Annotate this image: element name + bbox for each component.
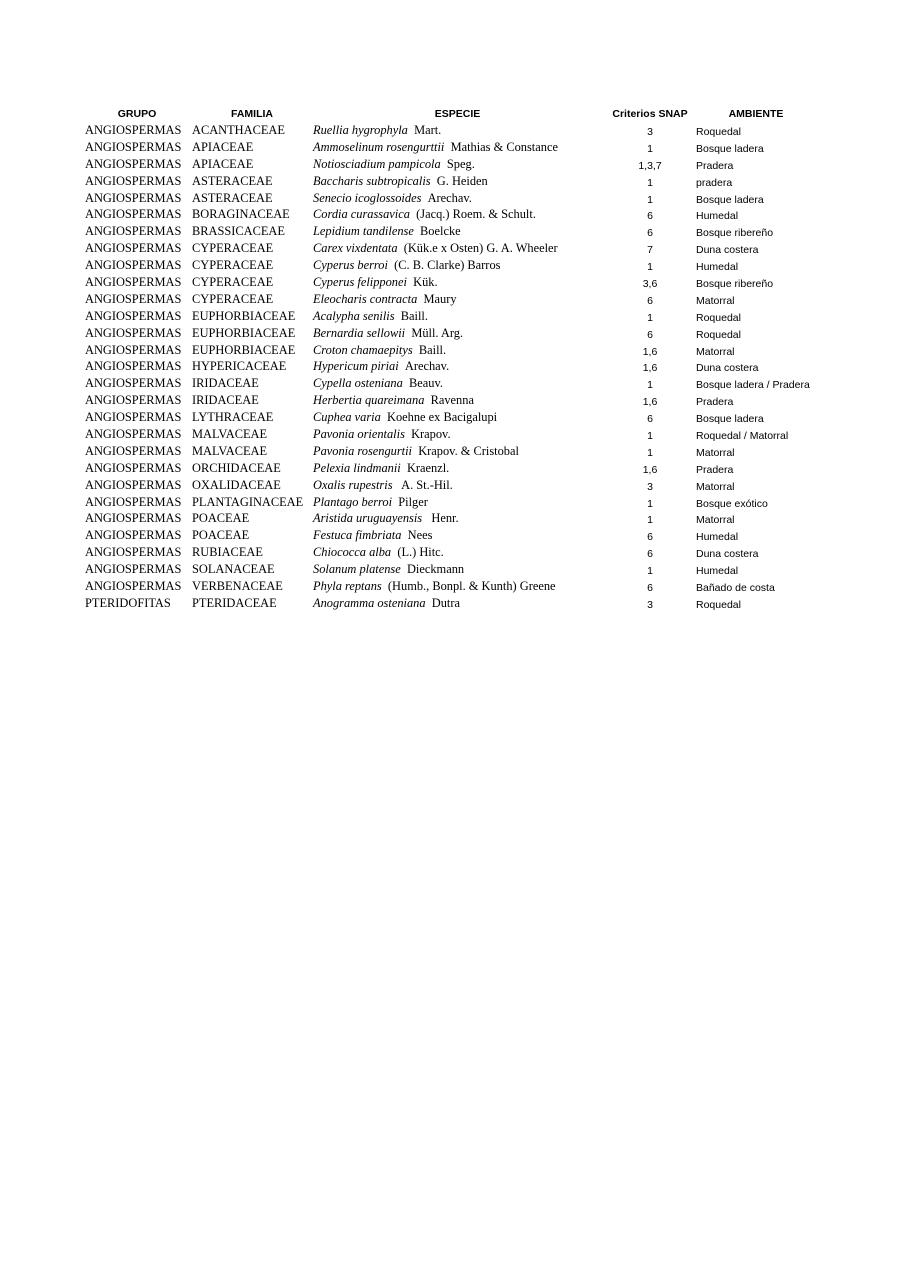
cell-criterios-snap: 3 <box>647 126 653 138</box>
species-author: A. St.-Hil. <box>398 477 453 492</box>
table-row <box>0 358 905 375</box>
species-author: Beauv. <box>409 376 443 391</box>
cell-especie <box>313 375 443 391</box>
cell-ambiente: Humedal <box>696 531 739 544</box>
species-name: Cypella osteniana <box>313 376 403 391</box>
species-author: Mart. <box>414 123 442 137</box>
cell-ambiente: Bosque ladera <box>696 142 764 155</box>
cell-ambiente: Humedal <box>696 565 739 578</box>
cell-especie <box>313 477 453 493</box>
species-name: Pavonia orientalis <box>313 427 405 442</box>
cell-criterios-snap: 1 <box>647 379 653 392</box>
cell-familia: ACANTHACEAE <box>192 123 285 137</box>
cell-familia: LYTHRACEAE <box>192 410 274 425</box>
cell-especie <box>313 527 432 543</box>
cell-familia: BRASSICACEAE <box>192 224 285 239</box>
column-header-grupo: GRUPO <box>117 108 157 120</box>
cell-ambiente: Matorral <box>696 294 735 307</box>
table-row <box>0 578 905 595</box>
cell-grupo: ANGIOSPERMAS <box>85 410 182 425</box>
table-row <box>0 139 905 156</box>
cell-grupo: ANGIOSPERMAS <box>85 511 182 526</box>
cell-criterios-snap: 1,6 <box>642 345 658 358</box>
species-name: Senecio icoglossoides <box>313 190 422 205</box>
cell-ambiente: Bosque ribereño <box>696 278 774 291</box>
species-name: Baccharis subtropicalis <box>313 173 431 188</box>
cell-ambiente: Bosque ladera / Pradera <box>696 379 810 392</box>
cell-especie <box>313 578 556 594</box>
cell-familia: MALVACEAE <box>192 427 268 442</box>
cell-especie <box>313 544 444 560</box>
cell-criterios-snap: 1 <box>647 446 653 459</box>
table-row <box>0 595 905 612</box>
table-row <box>0 240 905 257</box>
species-name: Herbertia quareimana <box>313 393 425 408</box>
cell-ambiente: Matorral <box>696 480 735 493</box>
cell-grupo: ANGIOSPERMAS <box>85 291 182 306</box>
cell-especie <box>313 426 451 442</box>
cell-criterios-snap: 1,6 <box>642 463 658 476</box>
cell-criterios-snap: 6 <box>647 413 653 426</box>
cell-ambiente: Matorral <box>696 446 735 459</box>
species-author: Ravenna <box>430 393 474 408</box>
species-author: Kük. <box>413 275 438 290</box>
cell-familia: CYPERACEAE <box>192 291 274 306</box>
species-name: Bernardia sellowii <box>313 325 406 340</box>
table-row <box>0 477 905 494</box>
species-author: Speg. <box>446 156 475 171</box>
cell-criterios-snap: 6 <box>647 548 653 561</box>
table-row <box>0 206 905 223</box>
species-author: Müll. Arg. <box>411 325 464 340</box>
species-author: (Kük.e x Osten) G. A. Wheeler <box>403 241 558 256</box>
table-row <box>0 443 905 460</box>
species-name: Carex vixdentata <box>313 241 398 256</box>
table-row <box>0 460 905 477</box>
species-name: Anogramma osteniana <box>313 595 426 610</box>
table-row <box>0 122 905 139</box>
species-table-body <box>0 122 905 612</box>
cell-grupo: ANGIOSPERMAS <box>85 308 182 323</box>
cell-familia: VERBENACEAE <box>192 579 283 594</box>
cell-familia: MALVACEAE <box>192 443 268 458</box>
cell-especie <box>313 257 500 273</box>
cell-criterios-snap: 3,6 <box>642 278 658 291</box>
cell-especie <box>313 510 459 526</box>
cell-criterios-snap: 1 <box>647 497 653 510</box>
cell-familia: PTERIDACEAE <box>192 595 277 610</box>
cell-ambiente: pradera <box>696 176 733 189</box>
cell-grupo: ANGIOSPERMAS <box>85 477 182 492</box>
cell-grupo: ANGIOSPERMAS <box>85 156 182 171</box>
cell-familia: APIACEAE <box>192 139 254 154</box>
cell-familia: ASTERACEAE <box>192 173 273 188</box>
column-header-familia: FAMILIA <box>231 108 273 120</box>
cell-grupo: ANGIOSPERMAS <box>85 190 182 205</box>
species-author: G. Heiden <box>436 173 488 188</box>
cell-especie <box>313 156 475 172</box>
cell-criterios-snap: 1 <box>647 142 653 155</box>
cell-grupo: ANGIOSPERMAS <box>85 224 182 239</box>
cell-familia: POACEAE <box>192 528 250 543</box>
species-name: Pavonia rosengurtii <box>313 443 413 458</box>
table-row <box>0 561 905 578</box>
species-author: Baill. <box>418 342 447 357</box>
cell-especie <box>313 139 558 155</box>
cell-especie <box>313 274 438 290</box>
cell-ambiente: Pradera <box>696 463 734 476</box>
species-author: Krapov. <box>411 427 451 442</box>
cell-especie <box>313 595 460 611</box>
cell-familia: CYPERACEAE <box>192 258 274 273</box>
species-name: Cyperus felipponei <box>313 275 407 290</box>
species-author: Baill. <box>400 308 428 323</box>
species-name: Aristida uruguayensis <box>313 511 423 526</box>
species-name: Ruellia hygrophyla <box>313 123 408 137</box>
species-name: Notiosciadium pampicola <box>313 156 441 171</box>
cell-grupo: ANGIOSPERMAS <box>85 241 182 256</box>
cell-grupo: ANGIOSPERMAS <box>85 207 182 222</box>
table-row <box>0 257 905 274</box>
cell-criterios-snap: 7 <box>647 244 653 257</box>
species-name: Lepidium tandilense <box>313 224 414 239</box>
cell-grupo: ANGIOSPERMAS <box>85 494 182 509</box>
species-author: Kraenzl. <box>406 460 450 475</box>
cell-criterios-snap: 1 <box>647 565 653 578</box>
cell-familia: APIACEAE <box>192 156 254 171</box>
species-author: (L.) Hitc. <box>397 545 444 560</box>
cell-especie <box>313 223 461 239</box>
cell-familia: RUBIACEAE <box>192 545 263 560</box>
cell-familia: EUPHORBIACEAE <box>192 325 296 340</box>
cell-especie <box>313 240 558 256</box>
species-name: Solanum platense <box>313 562 401 577</box>
table-row <box>0 173 905 190</box>
cell-criterios-snap: 3 <box>647 480 653 493</box>
species-name: Acalypha senilis <box>313 308 395 323</box>
cell-familia: IRIDACEAE <box>192 393 259 408</box>
cell-especie <box>313 206 536 222</box>
cell-ambiente: Matorral <box>696 514 735 527</box>
cell-grupo: ANGIOSPERMAS <box>85 123 182 137</box>
cell-grupo: ANGIOSPERMAS <box>85 427 182 442</box>
cell-familia: IRIDACEAE <box>192 376 259 391</box>
cell-criterios-snap: 1 <box>647 514 653 527</box>
cell-grupo: ANGIOSPERMAS <box>85 579 182 594</box>
species-author: Arechav. <box>404 359 450 374</box>
cell-ambiente: Humedal <box>696 261 739 274</box>
cell-ambiente: Humedal <box>696 210 739 223</box>
species-author: (Jacq.) Roem. & Schult. <box>416 207 536 222</box>
cell-criterios-snap: 1,6 <box>642 396 658 409</box>
cell-ambiente: Pradera <box>696 396 734 409</box>
species-name: Cordia curassavica <box>313 207 410 222</box>
cell-ambiente: Bosque ribereño <box>696 227 774 240</box>
species-name: Hypericum piriai <box>313 359 399 374</box>
column-header-ambiente: AMBIENTE <box>728 108 784 120</box>
cell-ambiente: Roquedal <box>696 328 741 341</box>
cell-ambiente: Bosque exótico <box>696 497 768 510</box>
species-author: Koehne ex Bacigalupi <box>387 410 498 425</box>
cell-grupo: ANGIOSPERMAS <box>85 359 182 374</box>
table-row <box>0 494 905 511</box>
species-author: Krapov. & Cristobal <box>418 443 519 458</box>
cell-grupo: ANGIOSPERMAS <box>85 139 182 154</box>
table-row <box>0 342 905 359</box>
species-name: Cuphea varia <box>313 410 381 425</box>
cell-especie <box>313 325 463 341</box>
species-name: Pelexia lindmanii <box>313 460 401 475</box>
cell-especie <box>313 291 457 307</box>
table-row <box>0 409 905 426</box>
cell-ambiente: Duna costera <box>696 244 759 257</box>
cell-grupo: ANGIOSPERMAS <box>85 376 182 391</box>
cell-criterios-snap: 1 <box>647 261 653 274</box>
species-name: Festuca fimbriata <box>313 528 402 543</box>
table-row <box>0 190 905 207</box>
species-author: Arechav. <box>427 190 472 205</box>
cell-criterios-snap: 6 <box>647 582 653 595</box>
species-author: Mathias & Constance <box>450 139 558 154</box>
cell-grupo: ANGIOSPERMAS <box>85 325 182 340</box>
cell-criterios-snap: 1 <box>647 311 653 324</box>
table-row <box>0 392 905 409</box>
species-name: Oxalis rupestris <box>313 477 393 492</box>
cell-especie <box>313 561 464 577</box>
species-author: (C. B. Clarke) Barros <box>394 258 501 273</box>
cell-especie <box>313 460 449 476</box>
species-author: Boelcke <box>420 224 461 239</box>
cell-familia: EUPHORBIACEAE <box>192 308 296 323</box>
cell-ambiente: Roquedal / Matorral <box>696 430 789 443</box>
species-name: Eleocharis contracta <box>313 291 418 306</box>
species-name: Chiococca alba <box>313 545 392 560</box>
cell-especie <box>313 358 449 374</box>
species-author: Dieckmann <box>406 562 465 577</box>
species-author: Pilger <box>398 494 428 509</box>
table-row <box>0 308 905 325</box>
cell-familia: SOLANACEAE <box>192 562 275 577</box>
species-name: Ammoselinum rosengurttii <box>313 139 445 154</box>
table-row <box>0 223 905 240</box>
cell-grupo: PTERIDOFITAS <box>85 595 171 610</box>
column-header-criterios-snap: Criterios SNAP <box>612 108 688 120</box>
cell-familia: ASTERACEAE <box>192 190 273 205</box>
species-name: Plantago berroi <box>313 494 393 509</box>
species-name: Croton chamaepitys <box>313 342 413 357</box>
cell-ambiente: Duna costera <box>696 362 759 375</box>
cell-criterios-snap: 3 <box>647 598 653 611</box>
cell-criterios-snap: 1 <box>647 193 653 206</box>
table-row <box>0 375 905 392</box>
species-author: Dutra <box>431 595 460 610</box>
column-header-especie: ESPECIE <box>434 108 481 120</box>
cell-grupo: ANGIOSPERMAS <box>85 258 182 273</box>
cell-especie <box>313 173 488 189</box>
species-author: (Humb., Bonpl. & Kunth) Greene <box>387 579 556 594</box>
cell-familia: ORCHIDACEAE <box>192 460 281 475</box>
cell-criterios-snap: 1 <box>647 430 653 443</box>
cell-especie <box>313 308 428 324</box>
table-row <box>0 510 905 527</box>
species-name: Phyla reptans <box>313 579 382 594</box>
cell-ambiente: Matorral <box>696 345 735 358</box>
cell-ambiente: Bañado de costa <box>696 582 775 595</box>
cell-criterios-snap: 1,3,7 <box>638 159 662 172</box>
cell-familia: OXALIDACEAE <box>192 477 281 492</box>
cell-familia: POACEAE <box>192 511 250 526</box>
table-row <box>0 544 905 561</box>
cell-criterios-snap: 6 <box>647 294 653 307</box>
cell-grupo: ANGIOSPERMAS <box>85 173 182 188</box>
cell-criterios-snap: 6 <box>647 328 653 341</box>
species-author: Nees <box>407 528 433 543</box>
cell-grupo: ANGIOSPERMAS <box>85 562 182 577</box>
table-row <box>0 291 905 308</box>
cell-criterios-snap: 1 <box>647 176 653 189</box>
table-row <box>0 274 905 291</box>
cell-criterios-snap: 1,6 <box>642 362 658 375</box>
cell-grupo: ANGIOSPERMAS <box>85 460 182 475</box>
table-row <box>0 527 905 544</box>
species-author: Henr. <box>428 511 459 526</box>
cell-ambiente: Pradera <box>696 159 734 172</box>
cell-grupo: ANGIOSPERMAS <box>85 393 182 408</box>
table-row <box>0 156 905 173</box>
cell-grupo: ANGIOSPERMAS <box>85 528 182 543</box>
cell-especie <box>313 443 519 459</box>
cell-familia: BORAGINACEAE <box>192 207 290 222</box>
cell-familia: HYPERICACEAE <box>192 359 287 374</box>
cell-ambiente: Duna costera <box>696 548 759 561</box>
cell-especie <box>313 122 441 138</box>
species-name: Cyperus berroi <box>313 258 388 273</box>
cell-criterios-snap: 6 <box>647 531 653 544</box>
cell-especie <box>313 409 497 425</box>
cell-especie <box>313 190 472 206</box>
cell-criterios-snap: 6 <box>647 227 653 240</box>
cell-grupo: ANGIOSPERMAS <box>85 342 182 357</box>
cell-ambiente: Roquedal <box>696 598 741 611</box>
cell-grupo: ANGIOSPERMAS <box>85 275 182 290</box>
cell-familia: CYPERACEAE <box>192 275 274 290</box>
cell-familia: PLANTAGINACEAE <box>192 494 304 509</box>
cell-grupo: ANGIOSPERMAS <box>85 545 182 560</box>
cell-especie <box>313 342 446 358</box>
table-row <box>0 426 905 443</box>
species-author: Maury <box>423 291 457 306</box>
cell-familia: CYPERACEAE <box>192 241 274 256</box>
cell-especie <box>313 392 474 408</box>
cell-familia: EUPHORBIACEAE <box>192 342 296 357</box>
cell-criterios-snap: 6 <box>647 210 653 223</box>
cell-ambiente: Bosque ladera <box>696 193 764 206</box>
cell-especie <box>313 494 428 510</box>
cell-ambiente: Bosque ladera <box>696 413 764 426</box>
cell-ambiente: Roquedal <box>696 126 741 138</box>
cell-grupo: ANGIOSPERMAS <box>85 443 182 458</box>
table-row <box>0 325 905 342</box>
cell-ambiente: Roquedal <box>696 311 741 324</box>
